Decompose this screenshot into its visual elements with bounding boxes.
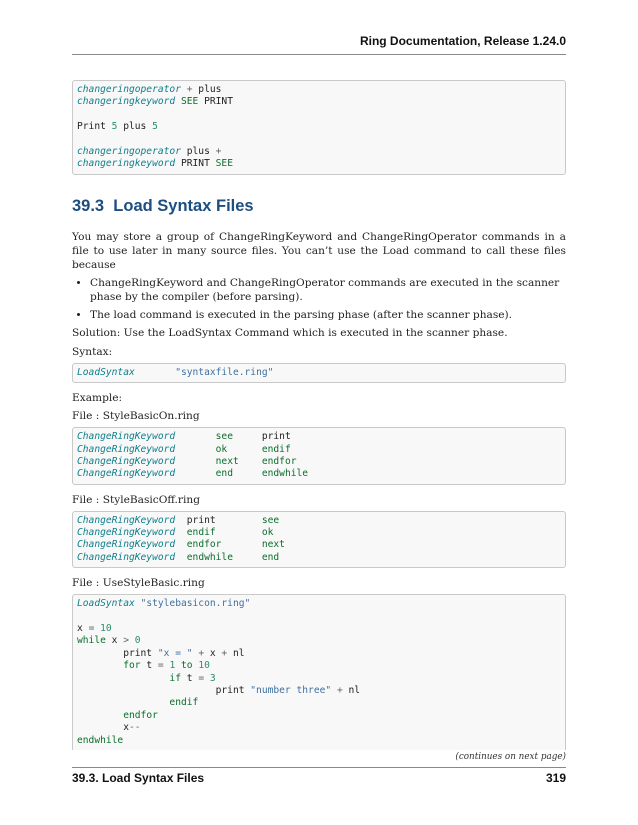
code-token [175, 527, 187, 538]
bullet-item: • The load command is executed in the parsing phase (after the scanner phase). [90, 308, 566, 322]
code-token: endwhile [77, 734, 124, 746]
file-label-stylebasicoff: File : StyleBasicOff.ring [72, 493, 200, 506]
code-token: 10 [198, 660, 210, 672]
code-token: = [157, 660, 164, 672]
code-token: x [204, 647, 222, 659]
code-token: print [77, 647, 158, 659]
code-token: "x = " [157, 647, 193, 659]
code-token: ChangeRingKeyword [77, 455, 176, 467]
section-heading [72, 197, 566, 216]
code-token [233, 552, 262, 563]
code-line [77, 109, 561, 121]
code-token: next [215, 455, 239, 467]
code-token: end [261, 551, 280, 563]
code-token [175, 552, 187, 563]
footer-divider [72, 767, 566, 768]
code-token [77, 697, 169, 708]
code-block-changering [72, 80, 566, 175]
code-token: 0 [134, 635, 141, 647]
bullet-list [72, 276, 566, 322]
code-token: endif [261, 443, 291, 455]
code-token: t [140, 660, 158, 672]
code-token: PRINT [204, 96, 233, 108]
file-label-stylebasicon: File : StyleBasicOn.ring [72, 410, 200, 423]
code-token: x [77, 722, 129, 734]
code-block-stylebasicon [72, 427, 566, 485]
code-line [77, 673, 561, 685]
code-token [135, 367, 175, 378]
code-line [77, 431, 561, 443]
code-line [77, 710, 561, 722]
code-token: = [88, 623, 95, 635]
code-token: ChangeRingKeyword [77, 539, 176, 551]
code-line [77, 444, 561, 456]
code-line [77, 660, 561, 672]
code-token: changeringoperator [77, 84, 181, 95]
example-label: Example: [72, 392, 123, 405]
code-line [77, 84, 561, 96]
code-token: 5 [152, 121, 158, 133]
code-token [175, 456, 215, 467]
code-block-usestylebasic [72, 594, 566, 750]
code-token: end [215, 468, 233, 480]
code-token: endfor [261, 455, 297, 467]
code-token: ok [261, 527, 274, 539]
code-token: nl [227, 647, 245, 659]
solution-paragraph: Solution: Use the LoadSyntax Command which is executed in the scanner phase. [72, 326, 508, 339]
code-token: + [198, 647, 205, 659]
code-token [77, 660, 123, 671]
code-token: next [261, 539, 285, 551]
code-token: > [123, 635, 129, 647]
code-token: print [186, 514, 216, 526]
code-token: endwhile [186, 551, 233, 563]
code-token: ChangeRingKeyword [77, 468, 176, 480]
code-token: 5 [111, 121, 118, 133]
section-number: 39.3 [72, 196, 105, 215]
code-token: SEE [175, 96, 205, 108]
code-token: plus [180, 145, 216, 157]
code-token: endif [186, 527, 216, 539]
code-token: see [215, 431, 233, 443]
code-token: changeringoperator [77, 145, 181, 157]
code-token: PRINT [175, 158, 216, 170]
code-line [77, 539, 561, 551]
code-token [175, 515, 187, 526]
code-token [216, 527, 262, 538]
running-header: Ring Documentation, Release 1.24.0 [359, 34, 566, 48]
code-token: "number three" [250, 684, 332, 696]
code-line [77, 515, 561, 527]
code-token: 3 [209, 672, 216, 684]
code-token: for [123, 660, 141, 672]
code-token: print [261, 431, 291, 443]
code-token: plus [198, 84, 222, 95]
syntax-label: Syntax: [72, 345, 113, 358]
code-token: + [336, 684, 343, 696]
code-token: ChangeRingKeyword [77, 431, 176, 443]
code-token: endfor [186, 539, 222, 551]
code-block-syntax [72, 363, 566, 383]
code-token [221, 539, 261, 550]
section-title: Load Syntax Files [113, 196, 254, 215]
code-line [77, 456, 561, 468]
code-token: x [77, 623, 89, 635]
code-token: ChangeRingKeyword [77, 443, 176, 455]
footer-section: 39.3. Load Syntax Files [72, 771, 205, 785]
code-line [77, 552, 561, 564]
code-token: changeringkeyword [77, 96, 176, 108]
code-token: Print [77, 121, 112, 133]
code-token: endwhile [261, 468, 309, 480]
code-line [77, 468, 561, 480]
code-line [77, 623, 561, 635]
code-token: plus [117, 121, 153, 133]
code-token [175, 431, 215, 442]
code-line [77, 527, 561, 539]
code-token [233, 431, 262, 442]
code-block-stylebasicoff [72, 511, 566, 569]
code-token: while [77, 635, 106, 647]
code-token: see [261, 514, 280, 526]
code-line [77, 367, 561, 379]
code-token: print [77, 684, 251, 696]
page-number: 319 [545, 771, 566, 785]
code-token: endif [169, 697, 199, 709]
code-token [175, 444, 215, 455]
code-line [77, 722, 561, 734]
header-divider [72, 54, 566, 55]
code-token: to [181, 660, 193, 672]
code-token: = [198, 672, 205, 684]
code-token [175, 539, 187, 550]
code-line [77, 611, 561, 623]
code-line [77, 697, 561, 709]
intro-paragraph: You may store a group of ChangeRingKeyword and ChangeRingOperator commands in a file to use later in many source files. You can’t use the Load command to call these files because [72, 230, 566, 271]
code-line [77, 648, 561, 660]
code-token: SEE [215, 158, 233, 170]
code-token: LoadSyntax [77, 598, 135, 610]
code-line [77, 735, 561, 747]
continues-note: (continues on next page) [455, 751, 566, 762]
code-line [77, 685, 561, 697]
code-token: -- [128, 722, 141, 734]
file-label-usestylebasic: File : UseStyleBasic.ring [72, 577, 205, 590]
code-token: + [221, 647, 228, 659]
code-token: "stylebasicon.ring" [140, 598, 251, 610]
code-token: t [180, 672, 199, 684]
code-token [175, 468, 215, 479]
code-token: 1 [169, 660, 176, 672]
code-line [77, 146, 561, 158]
code-token [77, 710, 123, 721]
code-token: ChangeRingKeyword [77, 514, 176, 526]
page-content [72, 80, 566, 762]
code-token: changeringkeyword [77, 158, 176, 170]
code-token [77, 673, 169, 684]
code-token: + [215, 145, 222, 157]
code-token [233, 468, 262, 479]
code-token: "syntaxfile.ring" [175, 366, 274, 378]
code-token [239, 456, 262, 467]
code-token: ChangeRingKeyword [77, 551, 176, 563]
code-line [77, 598, 561, 610]
code-line [77, 134, 561, 146]
code-token: ChangeRingKeyword [77, 527, 176, 539]
code-line [77, 121, 561, 133]
bullet-item: • ChangeRingKeyword and ChangeRingOperator commands are executed in the scanner phase by the compiler (before parsing). [90, 276, 566, 304]
code-line [77, 158, 561, 170]
code-token: 10 [100, 623, 112, 635]
code-token: + [180, 84, 199, 95]
code-token: endfor [123, 709, 158, 721]
code-token: LoadSyntax [77, 366, 135, 378]
code-token: if [169, 672, 181, 684]
code-token: nl [342, 684, 361, 696]
code-line [77, 96, 561, 108]
code-token [216, 515, 262, 526]
code-line [77, 635, 561, 647]
code-token: x [105, 635, 124, 647]
code-token [227, 444, 262, 455]
code-token: ok [215, 443, 228, 455]
